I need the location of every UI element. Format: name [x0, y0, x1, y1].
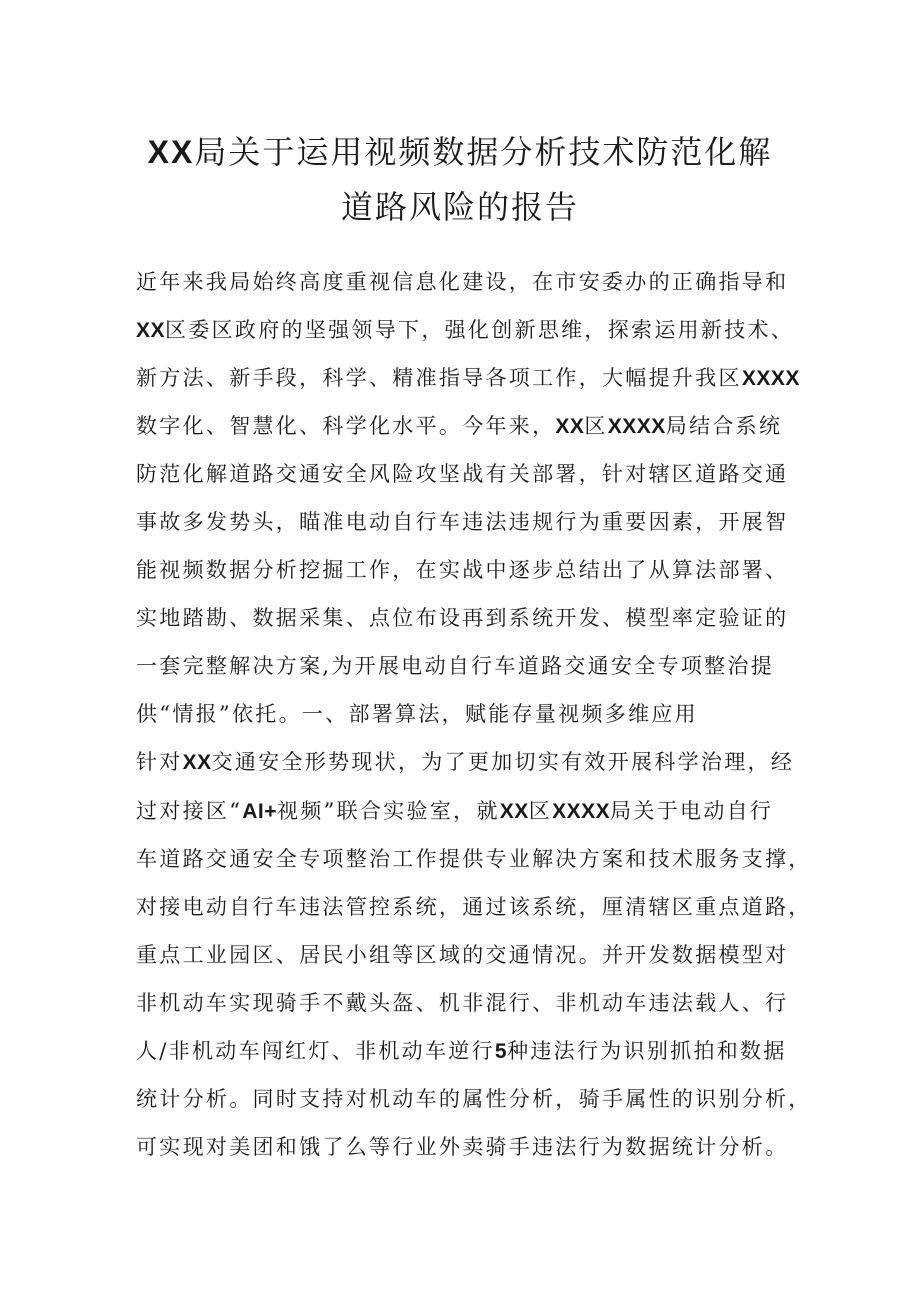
body-line: 重点工业园区、居民小组等区域的交通情况。并开发数据模型对	[136, 943, 789, 967]
latin-run: XX	[136, 319, 166, 342]
document-title-line-1: XX局关于运用视频数据分析技术防范化解	[147, 133, 773, 171]
latin-run: XX	[555, 415, 585, 438]
latin-run: XXXX	[552, 800, 611, 823]
body-line: 事故多发势头，瞄准电动自行车违法违规行为重要因素，开展智	[136, 510, 789, 534]
body-line: 实地踏勘、数据采集、点位布设再到系统开发、模型率定验证的	[136, 606, 789, 630]
latin-run: XXXX	[741, 367, 800, 390]
body-line: XX区委区政府的坚强领导下，强化创新思维，探索运用新技术、	[136, 318, 795, 342]
body-line: 过对接区“AI+视频”联合实验室，就XX区XXXX局关于电动自行	[136, 799, 774, 823]
body-line: 对接电动自行车违法管控系统，通过该系统，厘清辖区重点道路，	[136, 895, 812, 919]
body-line: 防范化解道路交通安全风险攻坚战有关部署，针对辖区道路交通	[136, 462, 789, 486]
body-line: 数字化、智慧化、科学化水平。今年来，XX区XXXX局结合系统	[136, 414, 783, 438]
document-title-line-2: 道路风险的报告	[340, 188, 579, 226]
body-line: 供“情报”依托。一、部署算法，赋能存量视频多维应用	[136, 702, 698, 726]
body-line: 车道路交通安全专项整治工作提供专业解决方案和技术服务支撑，	[136, 847, 812, 871]
body-line: 近年来我局始终高度重视信息化建设，在市安委办的正确指导和	[136, 270, 789, 294]
body-line: 一套完整解决方案,为开展电动自行车道路交通安全专项整治提	[136, 654, 775, 678]
body-line: 能视频数据分析挖掘工作，在实战中逐步总结出了从算法部署、	[136, 558, 789, 582]
latin-run: XXXX	[607, 415, 666, 438]
latin-run: XX	[182, 751, 212, 774]
body-line: 针对XX交通安全形势现状，为了更加切实有效开展科学治理，经	[136, 750, 795, 774]
body-line: 可实现对美团和饿了么等行业外卖骑手违法行为数据统计分析。	[136, 1135, 789, 1159]
body-line: 新方法、新手段，科学、精准指导各项工作，大幅提升我区XXXX	[136, 366, 800, 390]
body-line: 统计分析。同时支持对机动车的属性分析，骑手属性的识别分析，	[136, 1087, 812, 1111]
latin-run: 5	[494, 1040, 508, 1063]
latin-run: AI+	[242, 800, 278, 823]
body-line: 非机动车实现骑手不戴头盔、机非混行、非机动车违法载人、行	[136, 991, 789, 1015]
latin-run: XX	[499, 800, 529, 823]
latin-run: XX	[147, 134, 195, 170]
body-line: 人/非机动车闯红灯、非机动车逆行5种违法行为识别抓拍和数据	[136, 1039, 787, 1063]
